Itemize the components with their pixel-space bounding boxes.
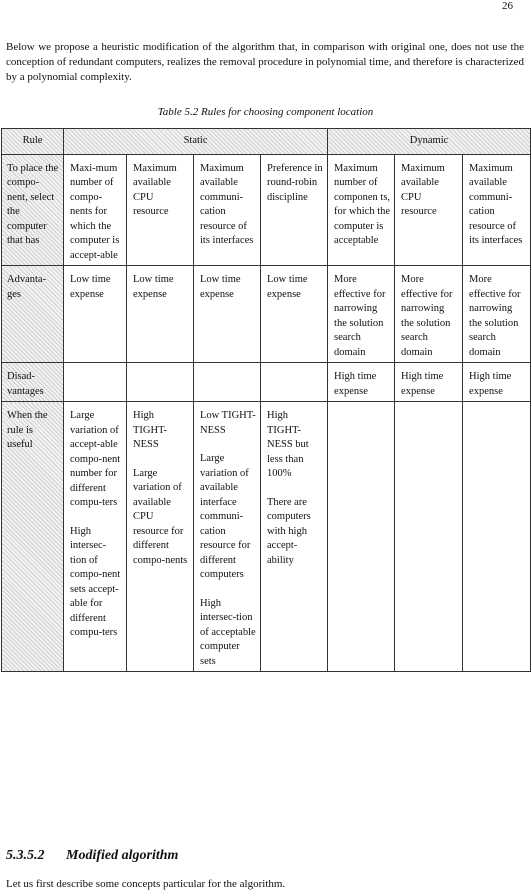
table-cell — [328, 363, 395, 402]
cell-text: Maximum number of componen ts, for which the computer is acceptable — [334, 162, 391, 246]
rules-table — [1, 128, 531, 672]
cell-text: There are computers with high accept-ability — [267, 496, 311, 566]
cell-text: High intersec-tion of compo-nent sets accept-able for different compu-ters — [70, 525, 121, 638]
row-label: Advanta-ges — [2, 266, 64, 363]
table-caption: Table 5.2 Rules for choosing component location — [157, 106, 374, 118]
cell-text: High TIGHT-NESS but less than 100% — [267, 410, 309, 479]
table-cell — [64, 266, 127, 363]
table-cell — [194, 154, 261, 266]
table-row — [2, 266, 531, 363]
cell-text: Low time expense — [70, 274, 111, 300]
cell-text: High intersec-tion of acceptable computer sets — [200, 597, 256, 667]
cell-text: Large variation of available interface communi-cation resource for different computers — [200, 453, 251, 580]
table-cell — [64, 402, 127, 672]
intro-paragraph: Below we propose a heuristic modification of the algorithm that, in comparison with original one, does not use the conception of redundant computers, realizes the removal procedure in polynomial time, and therefore is characterized by a polynomial complexity. — [6, 41, 525, 83]
table-cell — [395, 154, 463, 266]
table-cell — [127, 266, 194, 363]
row-label: Disad-vantages — [2, 363, 64, 402]
table-cell — [127, 154, 194, 266]
table-cell — [261, 363, 328, 402]
table-cell — [463, 154, 531, 266]
table-cell — [194, 402, 261, 672]
cell-text: High time expense — [401, 371, 444, 397]
table-cell — [463, 402, 531, 672]
cell-text: Large variation of available CPU resource for different compo-nents — [133, 467, 188, 566]
cell-text: More effective for narrowing the solution search domain — [401, 274, 453, 358]
cell-text: Low time expense — [267, 274, 308, 300]
table-cell — [261, 266, 328, 363]
table-cell — [194, 266, 261, 363]
table-cell — [261, 402, 328, 672]
table-cell — [328, 402, 395, 672]
cell-text: High time expense — [469, 371, 512, 397]
table-cell — [328, 154, 395, 266]
table-cell — [64, 363, 127, 402]
cell-text: Maximum available CPU resource — [401, 162, 445, 217]
cell-text: Low TIGHT-NESS — [200, 410, 256, 436]
cell-text: Low time expense — [133, 274, 174, 300]
table-cell — [127, 363, 194, 402]
table-cell — [395, 266, 463, 363]
cell-text: Large variation of accept-able compo-nent number for different compu-ters — [70, 410, 121, 508]
row-label: When the rule is useful — [2, 402, 64, 672]
table-row — [2, 154, 531, 266]
table-cell — [395, 363, 463, 402]
header-static: Static — [64, 129, 328, 155]
table-row — [2, 363, 531, 402]
table-cell — [463, 266, 531, 363]
section-heading — [6, 848, 178, 864]
table-cell — [127, 402, 194, 672]
cell-text: More effective for narrowing the solution search domain — [334, 274, 386, 358]
row-label: To place the compo-nent, select the computer that has — [2, 154, 64, 266]
cell-text: Preference in round-robin discipline — [267, 162, 323, 203]
table-cell — [261, 154, 328, 266]
cell-text: Low time expense — [200, 274, 241, 300]
section-number: 5.3.5.2 — [6, 848, 45, 863]
table-cell — [328, 266, 395, 363]
table-cell — [463, 363, 531, 402]
table-cell — [64, 154, 127, 266]
table-cell — [395, 402, 463, 672]
body-text: Let us first describe some concepts particular for the algorithm. — [6, 878, 286, 890]
cell-text: Maximum available communi-cation resource of its interfaces — [469, 162, 523, 246]
cell-text: Maximum available communi-cation resource of its interfaces — [200, 162, 254, 246]
table-cell — [194, 363, 261, 402]
page-number: 26 — [502, 0, 513, 12]
header-rule: Rule — [2, 129, 64, 155]
cell-text: Maxi-mum number of compo-nents for which the computer is accept-able — [70, 162, 120, 261]
header-dynamic: Dynamic — [328, 129, 531, 155]
table-row — [2, 402, 531, 672]
cell-text: Maximum available CPU resource — [133, 162, 177, 217]
cell-text: High TIGHT-NESS — [133, 410, 168, 450]
cell-text: High time expense — [334, 371, 377, 397]
header-row — [2, 129, 531, 155]
cell-text: More effective for narrowing the solution search domain — [469, 274, 521, 358]
section-title: Modified algorithm — [66, 848, 179, 863]
